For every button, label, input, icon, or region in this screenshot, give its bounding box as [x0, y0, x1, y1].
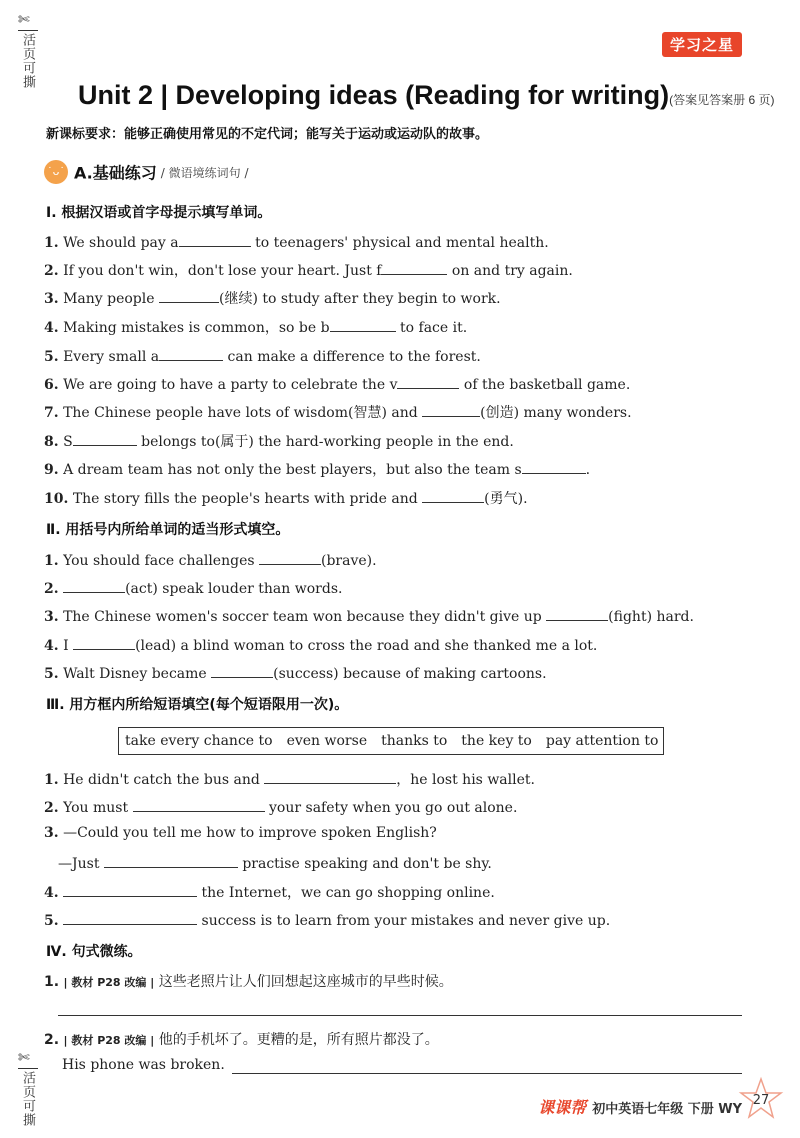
section-a-heading: [44, 160, 248, 184]
part3-heading: Ⅲ. 用方框内所给短语填空(每个短语限用一次)。: [46, 697, 349, 713]
question-row: 1. You should face challenges (brave).: [44, 550, 377, 569]
answer-blank[interactable]: [159, 346, 223, 361]
source-tag: | 教材 P28 改编 |: [63, 1034, 155, 1047]
part1-heading: Ⅰ. 根据汉语或首字母提示填写单词。: [46, 205, 272, 221]
answer-blank[interactable]: [422, 488, 484, 503]
phrase-item: pay attention to: [545, 733, 659, 749]
answer-blank[interactable]: [330, 317, 396, 332]
question-row: —Just practise speaking and don't be shy.: [58, 853, 492, 872]
question-row: 4. the Internet，we can go shopping online.: [44, 882, 495, 902]
page-number: 27: [752, 1093, 770, 1108]
footer-brand: 课课帮: [538, 1098, 587, 1117]
question-row: 2. You must your safety when you go out alone.: [44, 797, 517, 816]
side-tab-bottom: [18, 1050, 40, 1127]
question-row: 1. We should pay a to teenagers' physical and mental health.: [44, 232, 549, 251]
answer-blank[interactable]: [259, 550, 321, 565]
part2-heading: Ⅱ. 用括号内所给单词的适当形式填空。: [46, 522, 290, 538]
question-row: 2. | 教材 P28 改编 | 他的手机坏了。更糟的是，所有照片都没了。: [44, 1032, 439, 1048]
answer-blank[interactable]: [133, 797, 265, 812]
phrase-box: [118, 727, 664, 755]
section-a-sub: / 微语境练词句 /: [160, 165, 249, 180]
answer-blank[interactable]: [522, 459, 586, 474]
phrase-item: take every chance to: [125, 733, 273, 749]
section-a-label: A.基础练习: [74, 163, 157, 183]
scissors-icon: ✄: [18, 12, 30, 28]
answer-blank[interactable]: [546, 606, 608, 621]
phrase-item: thanks to: [381, 733, 448, 749]
source-tag: | 教材 P28 改编 |: [63, 976, 155, 989]
answer-blank[interactable]: [104, 853, 238, 868]
phrase-item: the key to: [461, 733, 532, 749]
tab-divider: [18, 1068, 38, 1069]
smiley-icon: ˙ᴗ˙: [44, 160, 68, 184]
answer-blank[interactable]: [63, 882, 197, 897]
question-row: 3. —Could you tell me how to improve spoken English?: [44, 825, 437, 841]
question-row: 5. success is to learn from your mistakes and never give up.: [44, 910, 610, 929]
page-number-star: [738, 1076, 784, 1122]
answer-blank[interactable]: [73, 431, 137, 446]
question-row: 5. Walt Disney became (success) because of making cartoons.: [44, 663, 547, 682]
question-row: 6. We are going to have a party to celebrate the v of the basketball game.: [44, 374, 630, 393]
scissors-icon: ✄: [18, 1050, 30, 1066]
footer: [538, 1095, 742, 1118]
answer-blank[interactable]: [179, 232, 251, 247]
answer-blank[interactable]: [422, 402, 480, 417]
answer-blank[interactable]: [73, 635, 135, 650]
requirement-text: 新课标要求：能够正确使用常见的不定代词；能写关于运动或运动队的故事。: [46, 127, 489, 142]
answer-blank[interactable]: [397, 374, 459, 389]
brand-logo: 学习之星: [662, 32, 742, 57]
question-row: 2. If you don't win，don't lose your heart. Just f on and try again.: [44, 260, 573, 280]
answer-line[interactable]: [232, 1073, 742, 1074]
answer-blank[interactable]: [159, 288, 219, 303]
page-title: [78, 80, 774, 111]
side-tab-label: 活页可撕: [20, 1071, 35, 1127]
question-row: 1. | 教材 P28 改编 | 这些老照片让人们回想起这座城市的早些时候。: [44, 974, 453, 990]
question-row: 3. Many people (继续) to study after they begin to work.: [44, 288, 501, 308]
title-note: (答案见答案册 6 页): [669, 93, 775, 107]
question-row: 8. S belongs to(属于) the hard-working people in the end.: [44, 431, 514, 451]
question-row: His phone was broken.: [62, 1057, 225, 1073]
part4-heading: Ⅳ. 句式微练。: [46, 944, 142, 960]
answer-blank[interactable]: [381, 260, 447, 275]
question-row: 9. A dream team has not only the best players，but also the team s .: [44, 459, 590, 479]
answer-line[interactable]: [58, 1015, 742, 1016]
question-row: 3. The Chinese women's soccer team won because they didn't give up (fight) hard.: [44, 606, 694, 625]
answer-blank[interactable]: [211, 663, 273, 678]
answer-blank[interactable]: [63, 578, 125, 593]
title-text: Unit 2 | Developing ideas (Reading for writing): [78, 80, 670, 110]
tab-divider: [18, 30, 38, 31]
side-tab-top: [18, 12, 40, 89]
question-row: 10. The story fills the people's hearts with pride and (勇气).: [44, 488, 528, 508]
question-row: 7. The Chinese people have lots of wisdom(智慧) and (创造) many wonders.: [44, 402, 632, 422]
question-row: 4. I (lead) a blind woman to cross the road and she thanked me a lot.: [44, 635, 597, 654]
question-row: 2. (act) speak louder than words.: [44, 578, 342, 597]
footer-book: 初中英语七年级 下册 WY: [592, 1102, 742, 1117]
question-row: 1. He didn't catch the bus and ，he lost his wallet.: [44, 769, 535, 789]
question-row: 4. Making mistakes is common，so be b to face it.: [44, 317, 467, 337]
answer-blank[interactable]: [264, 769, 396, 784]
side-tab-label: 活页可撕: [20, 33, 35, 89]
question-row: 5. Every small a can make a difference to the forest.: [44, 346, 481, 365]
phrase-item: even worse: [286, 733, 368, 749]
answer-blank[interactable]: [63, 910, 197, 925]
